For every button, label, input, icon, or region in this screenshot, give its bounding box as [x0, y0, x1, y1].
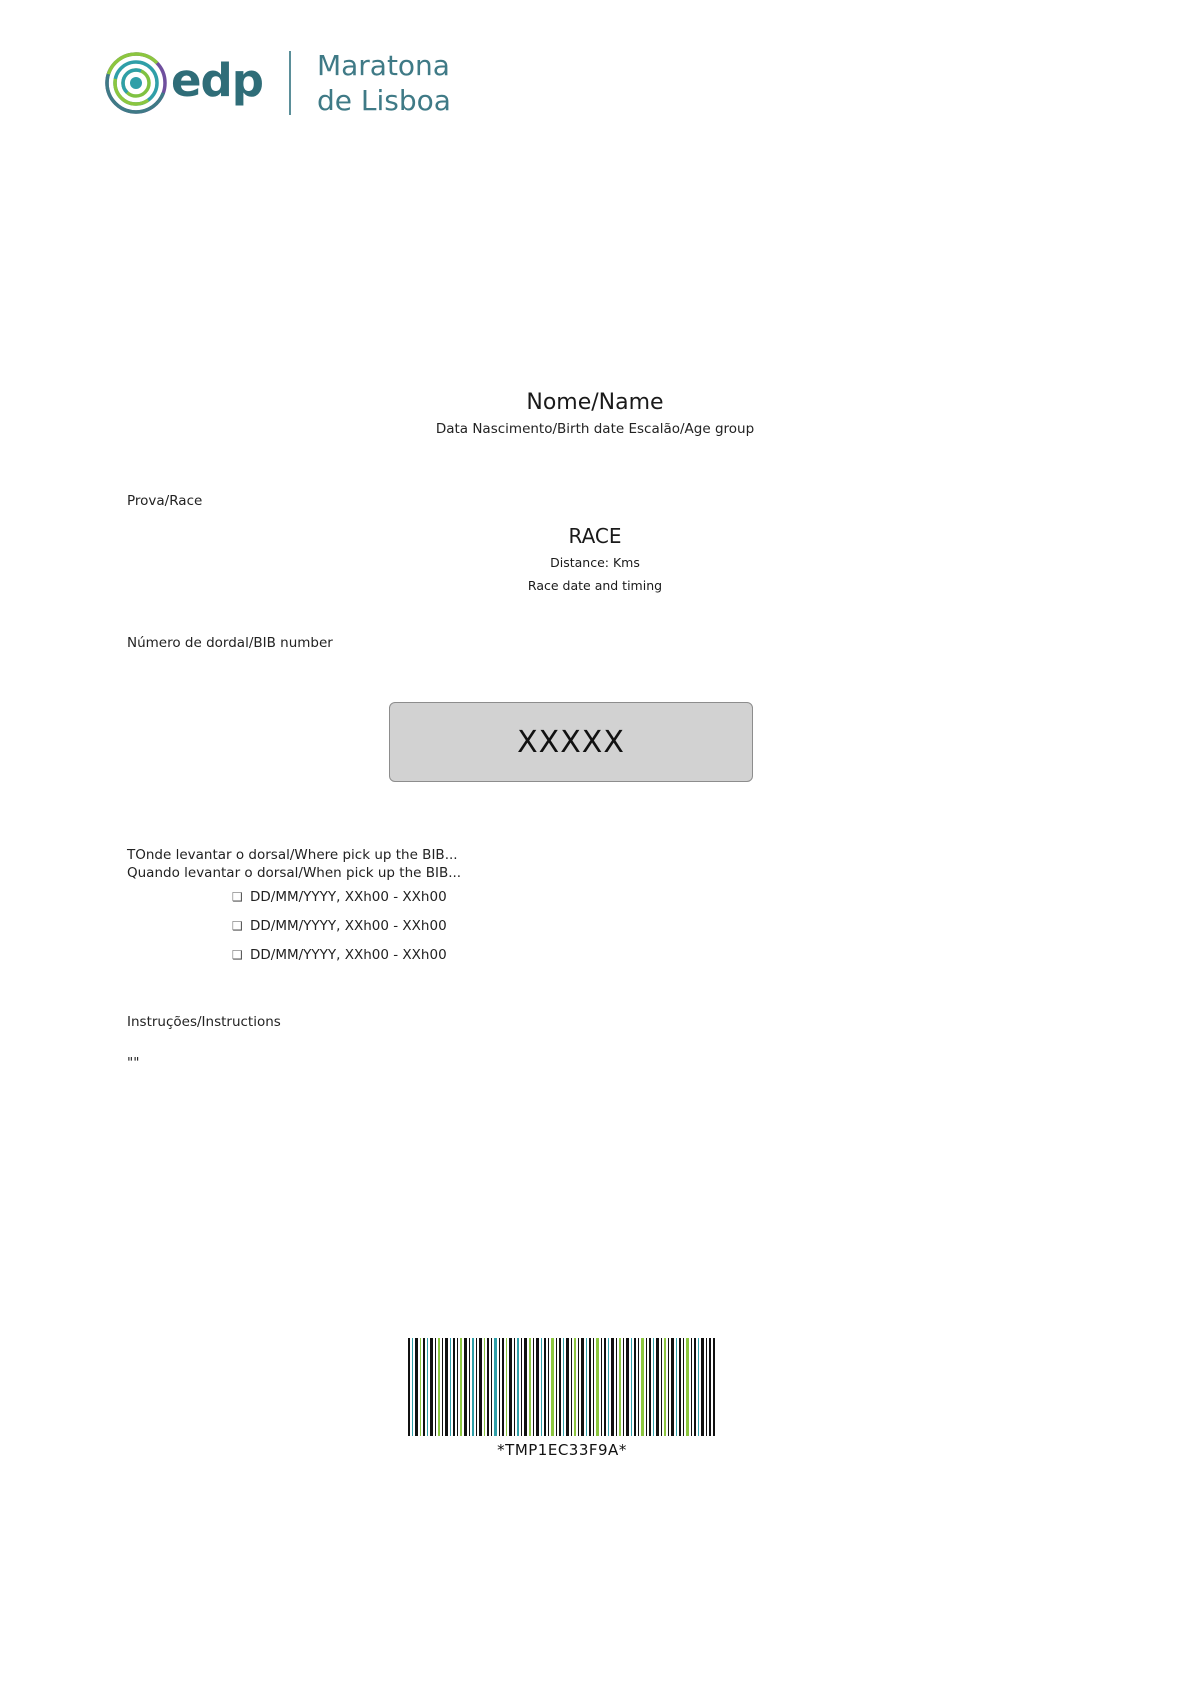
instructions-value: "" [127, 1055, 140, 1071]
edp-wordmark: edp [171, 53, 263, 107]
logo-divider [289, 51, 291, 115]
instructions-label: Instruções/Instructions [127, 1014, 281, 1030]
pickup-slot-text: DD/MM/YYYY, XXh00 - XXh00 [250, 889, 447, 905]
event-name-line2: de Lisboa [316, 84, 451, 117]
list-item [232, 947, 832, 963]
pickup-slot-text: DD/MM/YYYY, XXh00 - XXh00 [250, 918, 447, 934]
event-name [317, 48, 451, 118]
pickup-when-label: Quando levantar o dorsal/When pick up the BIB... [127, 865, 462, 881]
pickup-where-label: TOnde levantar o dorsal/Where pick up the BIB... [127, 847, 458, 863]
barcode-icon [406, 1338, 718, 1436]
brand-header [105, 48, 451, 118]
pickup-slot-list [232, 889, 832, 976]
barcode-text: *TMP1EC33F9A* [497, 1441, 627, 1459]
bullet-icon: ❑ [232, 890, 243, 904]
participant-details: Data Nascimento/Birth date Escalão/Age group [435, 421, 755, 437]
event-name-line1: Maratona [316, 49, 450, 82]
bib-section-label: Número de dordal/BIB number [127, 635, 333, 651]
barcode-block [406, 1338, 718, 1459]
race-section-label: Prova/Race [127, 493, 203, 509]
edp-spiral-logo-icon [105, 52, 167, 114]
bullet-icon: ❑ [232, 948, 243, 962]
list-item [232, 889, 832, 905]
pickup-slot-text: DD/MM/YYYY, XXh00 - XXh00 [250, 947, 447, 963]
participant-name: Nome/Name [526, 390, 664, 415]
bullet-icon: ❑ [232, 919, 243, 933]
list-item [232, 918, 832, 934]
bib-number: XXXXX [389, 702, 753, 782]
race-name: RACE [568, 524, 622, 548]
race-distance: Distance: Kms [550, 555, 640, 570]
race-date-time: Race date and timing [527, 578, 663, 593]
